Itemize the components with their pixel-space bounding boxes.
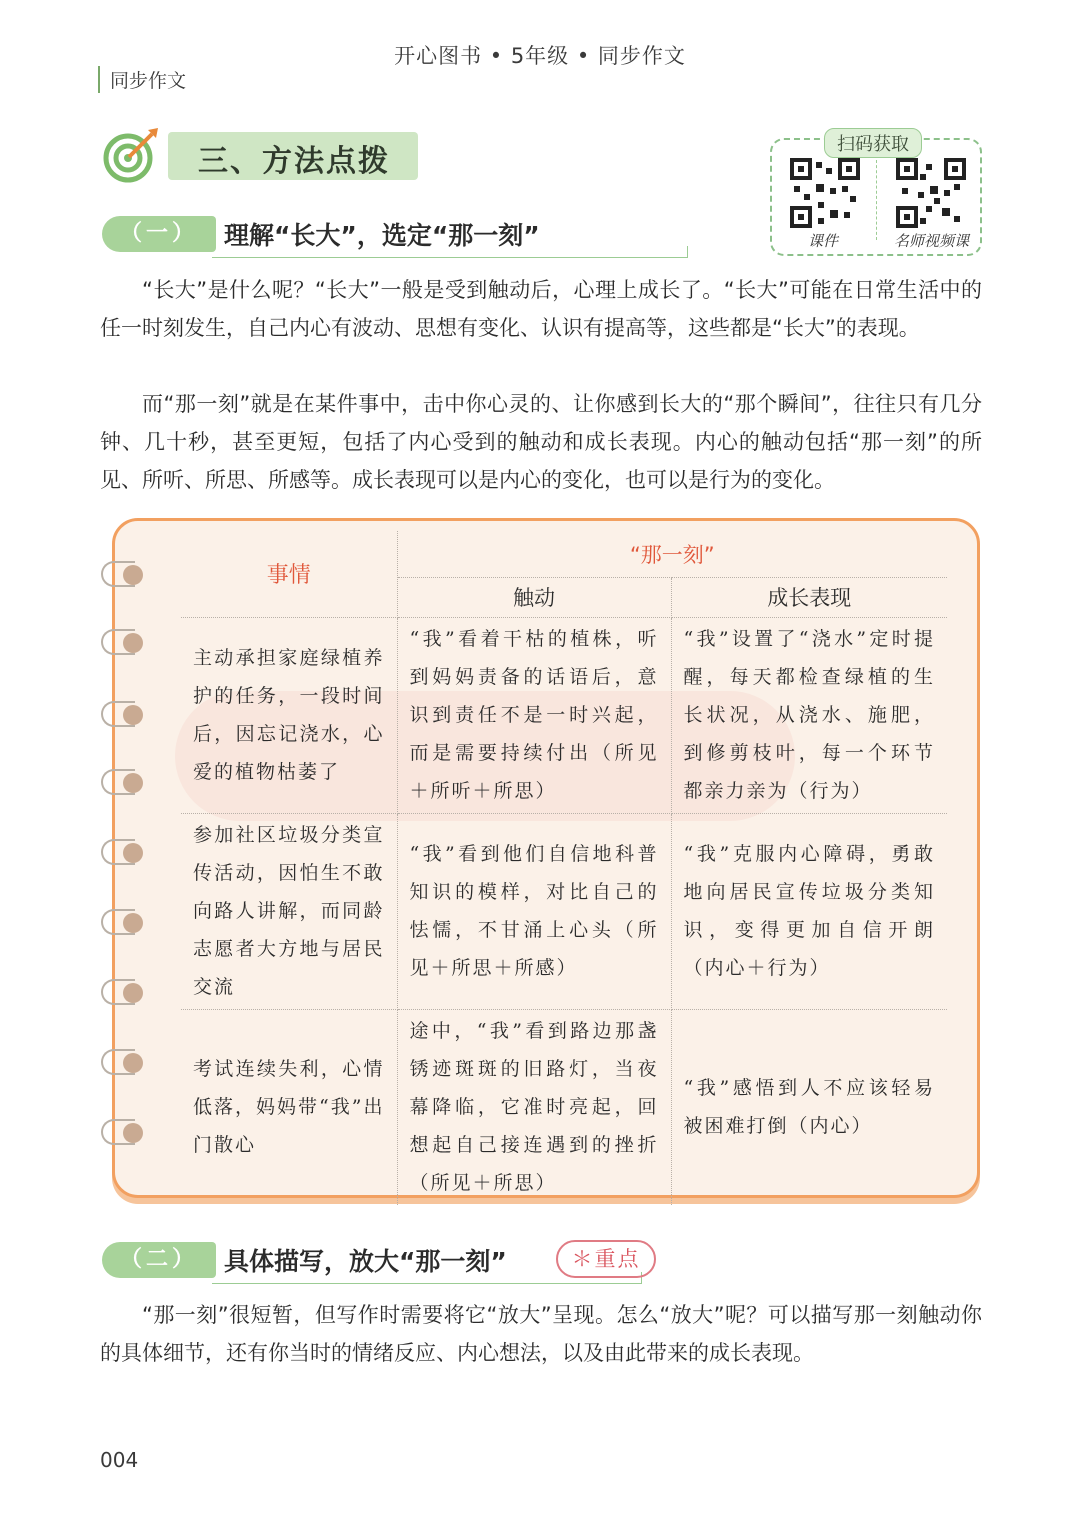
event-cell: 参加社区垃圾分类宣传活动，因怕生不敢向路人讲解，而同龄志愿者大方地与居民交流	[181, 813, 397, 1009]
subsection-title: 具体描写，放大“那一刻”	[224, 1247, 507, 1276]
header-moment: “那一刻”	[397, 531, 947, 577]
growth-cell: “我”克服内心障碍，勇敢地向居民宣传垃圾分类知识，变得更加自信开朗（内心＋行为）	[671, 813, 947, 1009]
subsection-heading-1	[102, 214, 592, 256]
binder-ring	[101, 1049, 147, 1079]
binder-ring	[101, 1119, 147, 1149]
qr-caption-courseware: 课件	[808, 232, 839, 250]
subsection-number: （二）	[102, 1242, 216, 1278]
binder-ring	[101, 839, 147, 869]
header-touch: 触动	[397, 577, 671, 617]
touch-cell: “我”看到他们自信地科普知识的模样，对比自己的怯懦，不甘涌上心头（所见＋所思＋所感）	[397, 813, 671, 1009]
subsection-heading-2	[102, 1240, 662, 1282]
section-banner	[102, 126, 420, 184]
table-row	[181, 617, 947, 813]
qr-panel	[770, 134, 982, 256]
qr-label: 扫码获取	[824, 128, 922, 158]
paragraph: 而“那一刻”就是在某件事中，击中你心灵的、让你感到长大的“那个瞬间”，往往只有几分钟、几十秒，甚至更短，包括了内心受到的触动和成长表现。内心的触动包括“那一刻”的所见、所听、所思、所感等。成长表现可以是内心的变化，也可以是行为的变化。	[100, 392, 982, 492]
qr-code-video[interactable]	[896, 158, 966, 228]
subsection-number: （一）	[102, 216, 216, 252]
heading-underline	[212, 246, 688, 258]
qr-code-courseware[interactable]	[790, 158, 860, 228]
header-event: 事情	[181, 531, 397, 617]
qr-divider	[876, 160, 877, 240]
binder-ring	[101, 769, 147, 799]
chapter-tag: 同步作文	[98, 66, 186, 93]
binder-ring	[101, 909, 147, 939]
notebook-card	[112, 518, 980, 1198]
running-header: 开心图书 • 5年级 • 同步作文	[394, 44, 686, 68]
paragraph: “那一刻”很短暂，但写作时需要将它“放大”呈现。怎么“放大”呢？可以描写那一刻触动你的具体细节，还有你当时的情绪反应、内心想法，以及由此带来的成长表现。	[100, 1303, 982, 1365]
event-cell: 主动承担家庭绿植养护的任务，一段时间后，因忘记浇水，心爱的植物枯萎了	[181, 617, 397, 813]
touch-cell: 途中，“我”看到路边那盏锈迹斑斑的旧路灯，当夜幕降临，它准时亮起，回想起自己接连遇到的挫折（所见＋所思）	[397, 1009, 671, 1205]
qr-caption-video: 名师视频课	[894, 232, 970, 250]
growth-cell: “我”设置了“浇水”定时提醒，每天都检查绿植的生长状况，从浇水、施肥，到修剪枝叶，每一个环节都亲力亲为（行为）	[671, 617, 947, 813]
key-point-badge: ＊重点	[556, 1240, 656, 1278]
subsection-title: 理解“长大”，选定“那一刻”	[224, 221, 540, 250]
table-row	[181, 813, 947, 1009]
binder-ring	[101, 701, 147, 731]
binder-ring	[101, 629, 147, 659]
paragraph: “长大”是什么呢？“长大”一般是受到触动后，心理上成长了。“长大”可能在日常生活中的任一时刻发生，自己内心有波动、思想有变化、认识有提高等，这些都是“长大”的表现。	[100, 278, 982, 340]
page-number: 004	[100, 1448, 139, 1472]
event-cell: 考试连续失利，心情低落，妈妈带“我”出门散心	[181, 1009, 397, 1205]
binder-ring	[101, 561, 147, 591]
touch-cell: “我”看着干枯的植株，听到妈妈责备的话语后，意识到责任不是一时兴起，而是需要持续付出（所见＋所听＋所思）	[397, 617, 671, 813]
header-growth: 成长表现	[671, 577, 947, 617]
section-title: 三、方法点拨	[198, 144, 390, 179]
table-row	[181, 1009, 947, 1205]
moment-table	[181, 531, 947, 1205]
growth-cell: “我”感悟到人不应该轻易被困难打倒（内心）	[671, 1009, 947, 1205]
target-icon	[102, 126, 164, 184]
binder-ring	[101, 979, 147, 1009]
